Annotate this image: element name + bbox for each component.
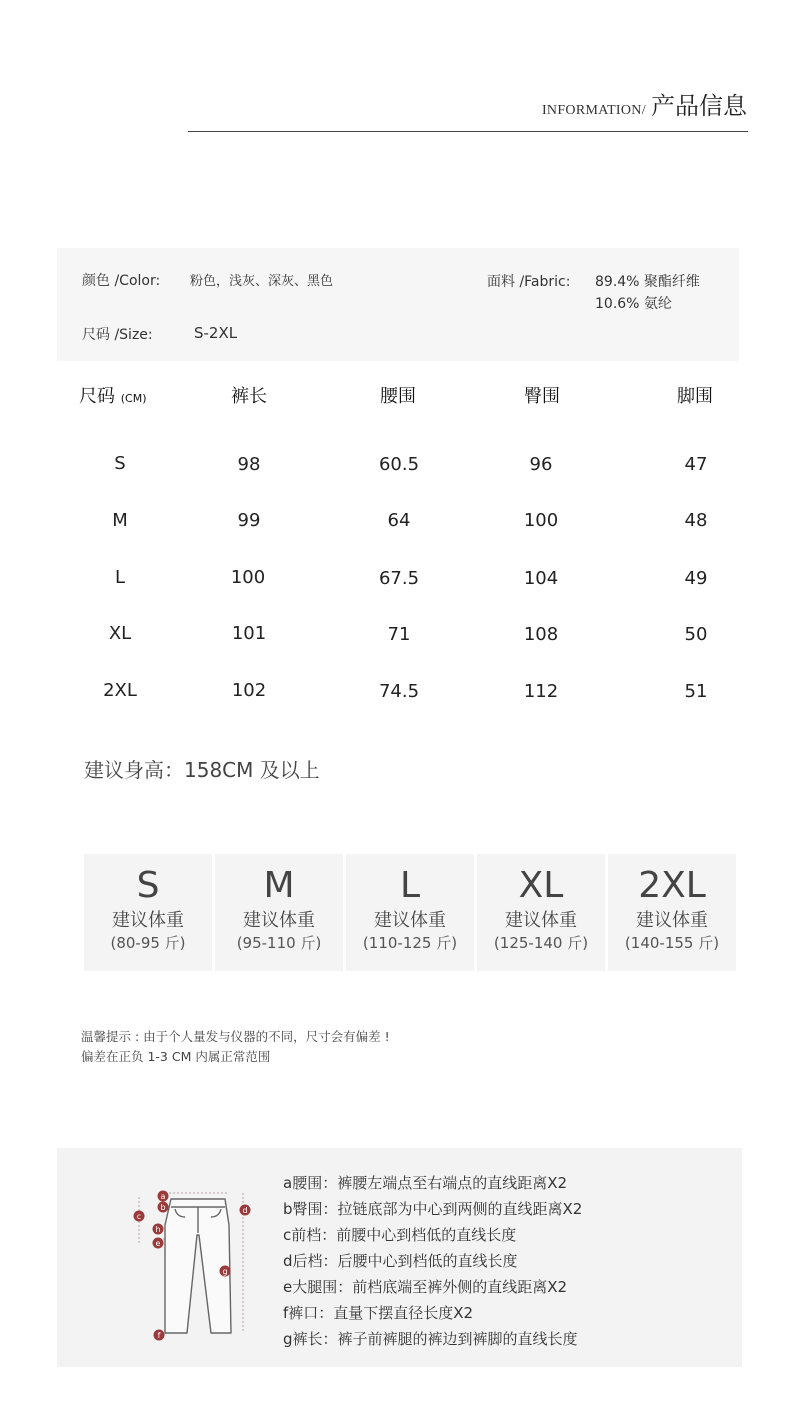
weight-card-label: 建议体重	[112, 910, 184, 931]
marker-label: b	[160, 1203, 166, 1212]
table-header-size	[79, 382, 147, 408]
row-size: M	[112, 510, 128, 531]
row-hem: 51	[684, 681, 708, 702]
section-title-en: INFORMATION/	[541, 103, 646, 118]
tip-line-2: 偏差在正负 1-3 CM 内属正常范围	[81, 1049, 271, 1064]
row-hip: 112	[523, 681, 559, 702]
row-hip: 96	[529, 454, 553, 475]
fabric-line-1: 89.4% 聚酯纤维	[595, 274, 700, 290]
table-header-waist: 腰围	[380, 386, 416, 407]
title-divider	[188, 131, 748, 132]
weight-card-size: L	[399, 865, 421, 906]
height-advice: 建议身高：158CM 及以上	[84, 758, 320, 782]
weight-card-label: 建议体重	[505, 910, 577, 931]
marker-label: d	[242, 1206, 248, 1215]
marker-label: f	[157, 1331, 161, 1340]
row-hem: 49	[684, 568, 708, 589]
fabric-line-2: 10.6% 氨纶	[595, 296, 672, 312]
row-size: 2XL	[103, 680, 137, 701]
row-waist: 74.5	[378, 681, 420, 702]
weight-card-range: (110-125 斤)	[362, 934, 458, 952]
row-hem: 50	[684, 624, 708, 645]
weight-card	[477, 854, 605, 971]
row-hem: 48	[684, 510, 708, 531]
weight-card-size: 2XL	[638, 865, 706, 906]
row-hip: 104	[523, 568, 559, 589]
weight-card-range: (80-95 斤)	[110, 934, 186, 952]
size-label: 尺码 /Size:	[82, 327, 153, 343]
weight-card	[608, 854, 736, 971]
marker-label: a	[160, 1192, 166, 1201]
row-waist: 71	[387, 624, 411, 645]
weight-card-size: XL	[518, 865, 564, 906]
tip-line-1: 温馨提示 : 由于个人量发与仪器的不同，尺寸会有偏差 !	[81, 1029, 390, 1044]
weight-card-range: (140-155 斤)	[624, 934, 720, 952]
size-value: S-2XL	[194, 324, 238, 342]
weight-card-label: 建议体重	[243, 910, 315, 931]
row-length: 100	[230, 567, 266, 588]
row-length: 98	[237, 454, 261, 475]
row-size: S	[114, 453, 126, 474]
row-size: L	[114, 567, 126, 588]
color-label: 颜色 /Color:	[82, 273, 161, 289]
marker-label: c	[136, 1212, 142, 1221]
weight-card	[346, 854, 474, 971]
row-length: 102	[231, 680, 267, 701]
guide-item-back-rise: d后档：后腰中心到档低的直线长度	[283, 1252, 518, 1270]
table-header-hip: 臀围	[524, 386, 560, 407]
row-size: XL	[108, 623, 132, 644]
guide-item-waist: a腰围：裤腰左端点至右端点的直线距离X2	[283, 1174, 568, 1192]
weight-card	[84, 854, 212, 971]
table-header-hem: 脚围	[677, 386, 713, 407]
marker-label: h	[155, 1225, 161, 1234]
table-header-length: 裤长	[231, 386, 267, 407]
guide-item-thigh: e大腿围：前档底端至裤外侧的直线距离X2	[283, 1278, 568, 1296]
weight-card-label: 建议体重	[374, 910, 446, 931]
pants-diagram	[125, 1183, 270, 1353]
row-waist: 64	[387, 510, 411, 531]
guide-item-hip: b臀围：拉链底部为中心到两侧的直线距离X2	[283, 1200, 583, 1218]
weight-card	[215, 854, 343, 971]
weight-card-range: (95-110 斤)	[236, 934, 322, 952]
weight-card-label: 建议体重	[636, 910, 708, 931]
marker-label: e	[155, 1239, 161, 1248]
row-waist: 60.5	[378, 454, 420, 475]
color-value: 粉色，浅灰、深灰、黑色	[190, 274, 334, 289]
weight-card-range: (125-140 斤)	[493, 934, 589, 952]
row-hip: 100	[523, 510, 559, 531]
row-waist: 67.5	[378, 568, 420, 589]
marker-label: g	[222, 1267, 228, 1276]
row-length: 101	[231, 623, 267, 644]
guide-item-front-rise: c前档：前腰中心到档低的直线长度	[283, 1226, 517, 1244]
weight-card-size: M	[263, 865, 295, 906]
row-hem: 47	[684, 454, 708, 475]
guide-item-leg-opening: f裤口：直量下摆直径长度X2	[283, 1304, 474, 1322]
row-length: 99	[237, 510, 261, 531]
table-header-unit: (CM)	[120, 392, 147, 405]
row-hip: 108	[523, 624, 559, 645]
guide-item-length: g裤长：裤子前裤腿的裤边到裤脚的直线长度	[283, 1330, 578, 1348]
section-title	[0, 86, 747, 121]
fabric-label: 面料 /Fabric:	[487, 274, 571, 290]
table-header-size-label: 尺码	[79, 386, 115, 407]
weight-card-size: S	[136, 865, 160, 906]
section-title-cn: 产品信息	[651, 92, 747, 120]
